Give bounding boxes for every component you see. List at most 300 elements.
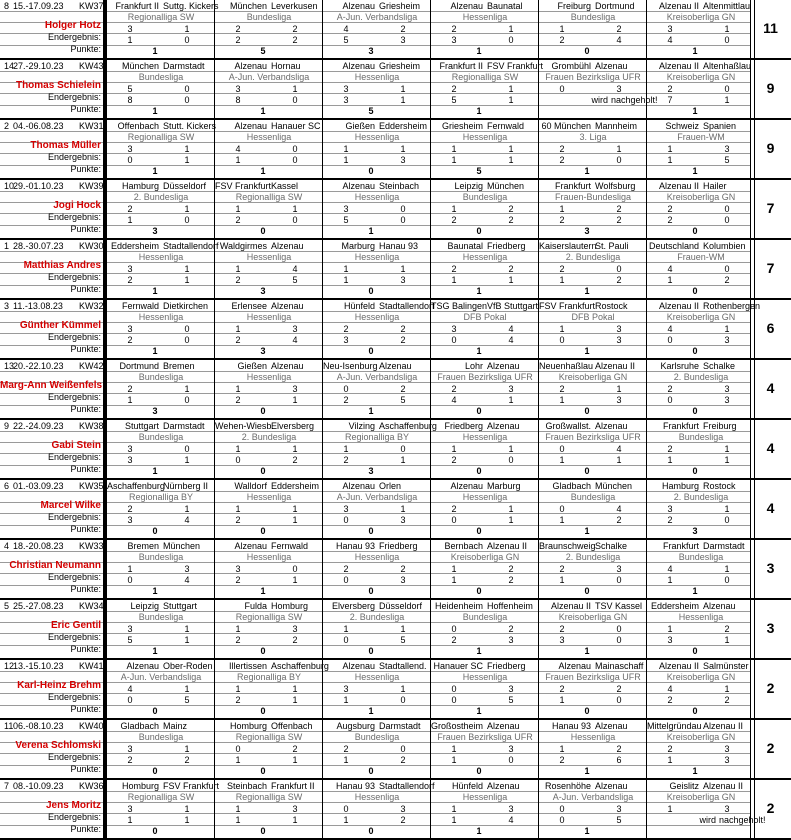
round-number: 7 <box>4 781 10 791</box>
away-team: München <box>487 181 525 191</box>
result-away: 1 <box>184 275 190 285</box>
result-home: 3 <box>451 35 457 45</box>
home-team: München <box>121 61 159 71</box>
match-teams <box>323 361 431 371</box>
tip-away: 1 <box>400 624 406 634</box>
player-name: Thomas Schielein <box>15 80 101 91</box>
total-points: 4 <box>766 380 775 396</box>
match-league: 2. Bundesliga <box>565 252 621 262</box>
match-points: 3 <box>260 286 266 296</box>
tip-away: 2 <box>616 684 622 694</box>
result-home: 3 <box>667 635 673 645</box>
row-divider <box>0 513 750 514</box>
round-dates: 25.-27.08.23 <box>13 601 64 611</box>
away-team: Homburg <box>271 601 309 611</box>
result-away: 2 <box>508 215 514 225</box>
match-teams <box>107 481 215 491</box>
tip-home: 1 <box>559 24 565 34</box>
match-teams <box>215 61 323 71</box>
tip-away: 2 <box>508 204 514 214</box>
match-league: Kreisoberliga GN <box>666 312 736 322</box>
home-team: Dortmund <box>119 361 159 371</box>
away-team: Spanien <box>703 121 737 131</box>
tip-home: 4 <box>667 684 673 694</box>
result-away: 3 <box>724 395 730 405</box>
match-league: A-Jun. Verbandsliga <box>336 12 418 22</box>
round-dates: 27.-29.10.23 <box>13 61 64 71</box>
match-teams <box>431 1 539 11</box>
away-team: Salmünster <box>703 661 749 671</box>
away-team: Aschaffenburg <box>379 421 437 431</box>
match-points: 1 <box>584 286 590 296</box>
away-team: Alzenau <box>487 421 520 431</box>
result-away: 1 <box>724 95 730 105</box>
away-team: Frankfurt II <box>271 781 315 791</box>
tip-home: 3 <box>343 84 349 94</box>
match-teams <box>323 661 431 671</box>
result-label: Endergebnis: <box>47 452 101 462</box>
match-teams <box>323 241 431 251</box>
result-away: 1 <box>724 455 730 465</box>
home-team: Rosenhöhe <box>544 781 591 791</box>
match-points: 0 <box>368 526 374 536</box>
result-home: 1 <box>343 695 349 705</box>
away-team: Bremen <box>163 361 195 371</box>
round-dates: 04.-06.08.23 <box>13 121 64 131</box>
player-name: Marg-Ann Weißenfels <box>0 380 103 391</box>
total-points: 2 <box>766 740 775 756</box>
result-away: 1 <box>292 575 298 585</box>
result-away: 1 <box>400 455 406 465</box>
match-teams <box>215 541 323 551</box>
match-points: 0 <box>260 226 266 236</box>
match-teams <box>539 781 647 791</box>
result-home: 5 <box>127 635 133 645</box>
match-teams <box>107 121 215 131</box>
home-team: Alzenau <box>234 541 267 551</box>
round-dates: 13.-15.10.23 <box>13 661 64 671</box>
match-teams <box>539 661 647 671</box>
match-teams <box>215 781 323 791</box>
match-points: 1 <box>692 766 698 776</box>
result-home: 1 <box>127 35 133 45</box>
tip-home: 1 <box>235 264 241 274</box>
result-home: 7 <box>667 95 673 105</box>
match-points: 5 <box>476 166 482 176</box>
row-divider <box>0 502 750 503</box>
tip-away: 2 <box>508 624 514 634</box>
player-block <box>0 120 791 180</box>
match-teams <box>431 361 539 371</box>
round-number: 2 <box>4 121 10 131</box>
tip-away: 1 <box>400 144 406 154</box>
match-teams <box>647 241 755 251</box>
result-home: 2 <box>235 35 241 45</box>
result-home: wird <box>591 95 608 105</box>
player-block <box>0 540 791 600</box>
result-away: 5 <box>508 695 514 705</box>
result-away: 0 <box>184 95 190 105</box>
tip-home: 1 <box>343 264 349 274</box>
away-team: Ober-Roden <box>163 661 213 671</box>
match-league: Kreisoberliga GN <box>666 192 736 202</box>
result-away: 3 <box>400 575 406 585</box>
tip-home: 0 <box>235 744 241 754</box>
match-points: 1 <box>368 706 374 716</box>
tip-home: 3 <box>235 564 241 574</box>
home-team: Alzenau <box>342 181 375 191</box>
row-divider <box>0 693 750 694</box>
calendar-week: KW38 <box>79 421 104 431</box>
calendar-week: KW32 <box>79 301 104 311</box>
result-label: Endergebnis: <box>47 272 101 282</box>
result-home: 2 <box>235 635 241 645</box>
tip-home: 2 <box>451 84 457 94</box>
home-team: Frankfurt <box>554 181 591 191</box>
result-home: 1 <box>559 455 565 465</box>
match-teams <box>107 721 215 731</box>
away-team: Rothenbergen <box>703 301 761 311</box>
result-home: 1 <box>559 575 565 585</box>
match-teams <box>323 541 431 551</box>
tip-home: 2 <box>559 684 565 694</box>
match-league: Bundesliga <box>246 12 292 22</box>
tip-away: 1 <box>724 24 730 34</box>
tip-home: 2 <box>667 444 673 454</box>
home-team: Alzenau II <box>658 181 699 191</box>
home-team: München <box>229 1 267 11</box>
result-away: 0 <box>508 455 514 465</box>
match-points: 0 <box>260 526 266 536</box>
row-divider <box>0 573 750 574</box>
result-away: 0 <box>184 215 190 225</box>
match-teams <box>431 781 539 791</box>
away-team: Alzenau <box>487 361 520 371</box>
home-team: Alzenau <box>558 661 591 671</box>
match-teams <box>215 121 323 131</box>
match-teams <box>215 481 323 491</box>
match-points: 0 <box>152 826 158 836</box>
home-team: Großostheim <box>431 721 484 731</box>
tip-home: 2 <box>559 264 565 274</box>
home-team: Alzenau II <box>658 661 699 671</box>
result-home: 3 <box>559 635 565 645</box>
tip-away: 1 <box>292 84 298 94</box>
result-home: 1 <box>451 155 457 165</box>
match-points <box>577 106 597 116</box>
away-team: Rostock <box>703 481 736 491</box>
player-name: Holger Hotz <box>44 20 101 31</box>
result-home: 0 <box>451 695 457 705</box>
match-league: Frauen Bezirksliga UFR <box>437 732 533 742</box>
match-teams <box>647 421 755 431</box>
match-teams <box>431 241 539 251</box>
tip-home: 1 <box>451 744 457 754</box>
match-league: Regionalliga BY <box>128 492 194 502</box>
result-home: 2 <box>667 695 673 705</box>
calendar-week: KW36 <box>79 781 104 791</box>
away-team: Steinbach <box>379 181 420 191</box>
row-divider <box>0 153 750 154</box>
result-away: nachgeholt! <box>611 95 658 105</box>
match-points: 1 <box>476 826 482 836</box>
result-home: 1 <box>343 755 349 765</box>
match-points: 1 <box>476 106 482 116</box>
match-league: Hessenliga <box>246 372 292 382</box>
tip-away: 1 <box>292 204 298 214</box>
tip-away: 1 <box>508 84 514 94</box>
result-away: 0 <box>292 95 298 105</box>
match-league: 2. Bundesliga <box>133 192 189 202</box>
tip-home: 1 <box>451 444 457 454</box>
tip-home: 2 <box>559 384 565 394</box>
match-teams <box>539 1 647 11</box>
match-teams <box>539 721 647 731</box>
result-home: 3 <box>127 455 133 465</box>
calendar-week: KW35 <box>79 481 104 491</box>
match-points: 3 <box>692 526 698 536</box>
row-divider <box>0 393 750 394</box>
away-team: Darmstadt <box>703 541 745 551</box>
result-away: 1 <box>184 155 190 165</box>
match-teams <box>323 1 431 11</box>
result-away: 2 <box>616 215 622 225</box>
result-away: 2 <box>400 335 406 345</box>
tip-home: 2 <box>343 744 349 754</box>
result-label: Endergebnis: <box>47 632 101 642</box>
tip-home: 2 <box>559 624 565 634</box>
away-team: München <box>595 481 633 491</box>
tip-away: 1 <box>400 264 406 274</box>
match-league: Frauen-WM <box>677 252 725 262</box>
tip-away: 1 <box>292 444 298 454</box>
points-label: Punkte: <box>70 344 101 354</box>
tip-home: 2 <box>667 744 673 754</box>
match-teams <box>323 781 435 791</box>
match-points: 1 <box>476 706 482 716</box>
tip-away: 3 <box>508 384 514 394</box>
tip-home: 1 <box>343 624 349 634</box>
match-teams <box>107 661 215 671</box>
away-team: Friedberg <box>487 241 526 251</box>
match-points: 0 <box>260 406 266 416</box>
tip-home: 2 <box>343 324 349 334</box>
result-home: 1 <box>667 155 673 165</box>
match-league: Hessenliga <box>354 252 400 262</box>
match-points: 3 <box>152 226 158 236</box>
result-home: 4 <box>667 35 673 45</box>
result-away: 2 <box>508 575 514 585</box>
result-away: 1 <box>292 755 298 765</box>
match-points: 1 <box>584 346 590 356</box>
tip-away: 0 <box>724 264 730 274</box>
match-league: Bundesliga <box>138 372 184 382</box>
result-away: 3 <box>400 35 406 45</box>
match-league: Kreisoberliga GN <box>558 372 628 382</box>
tip-away: 3 <box>400 804 406 814</box>
home-team: Bernbach <box>444 541 483 551</box>
match-teams <box>107 781 220 791</box>
match-league: Bundesliga <box>678 432 724 442</box>
match-teams <box>107 601 215 611</box>
result-home: 0 <box>451 335 457 345</box>
result-label: Endergebnis: <box>47 752 101 762</box>
home-team: Alzenau <box>342 661 375 671</box>
match-points: 5 <box>368 106 374 116</box>
away-team: Alzenau <box>487 721 520 731</box>
tip-away: 0 <box>292 144 298 154</box>
match-teams <box>539 541 647 551</box>
result-home: 3 <box>343 335 349 345</box>
away-team: Hanau 93 <box>379 241 419 251</box>
match-points: 0 <box>584 46 590 56</box>
result-away: 0 <box>184 395 190 405</box>
match-league: Hessenliga <box>246 132 292 142</box>
away-team: Alzenau <box>379 361 412 371</box>
calendar-week: KW43 <box>79 61 104 71</box>
match-teams <box>323 61 431 71</box>
home-team: Offenbach <box>117 121 159 131</box>
tip-home: 3 <box>127 144 133 154</box>
tip-home: 1 <box>667 624 673 634</box>
result-away: 4 <box>508 335 514 345</box>
away-team: VfB Stuttgart <box>487 301 539 311</box>
away-team: Darmstadt <box>163 421 205 431</box>
match-points: 1 <box>476 646 482 656</box>
match-league: DFB Pokal <box>463 312 507 322</box>
result-away: 3 <box>616 395 622 405</box>
result-away: 0 <box>724 515 730 525</box>
home-team: Neu-Isenburg <box>323 361 378 371</box>
home-team: Kaiserslautern <box>539 241 597 251</box>
away-team: Orlen <box>379 481 402 491</box>
tip-away: 3 <box>292 624 298 634</box>
result-home: 0 <box>667 335 673 345</box>
round-number: 4 <box>4 541 10 551</box>
round-dates: 28.-30.07.23 <box>13 241 64 251</box>
home-team: Neuenhaßlau <box>539 361 594 371</box>
row-divider <box>0 33 750 34</box>
result-home: 8 <box>235 95 241 105</box>
home-team: Augsburg <box>336 721 375 731</box>
match-league: Frauen Bezirksliga UFR <box>437 372 533 382</box>
match-league: Frauen Bezirksliga UFR <box>545 672 641 682</box>
match-teams <box>647 661 755 671</box>
player-name: Jens Moritz <box>45 800 101 811</box>
match-league: A-Jun. Verbandsliga <box>552 792 634 802</box>
tip-away: 2 <box>616 744 622 754</box>
tip-away: 1 <box>724 684 730 694</box>
tip-away: 3 <box>724 144 730 154</box>
tip-home: 1 <box>451 204 457 214</box>
points-label: Punkte: <box>70 164 101 174</box>
tip-away: 1 <box>184 624 190 634</box>
home-team: Alzenau II <box>658 1 699 11</box>
match-league: Bundesliga <box>462 612 508 622</box>
round-dates: 08.-10.09.23 <box>13 781 64 791</box>
row-divider <box>0 22 750 23</box>
tip-away: 1 <box>724 324 730 334</box>
match-league: Hessenliga <box>354 672 400 682</box>
result-away: 3 <box>616 335 622 345</box>
away-team: Stutt. Kickers <box>163 121 217 131</box>
match-teams <box>539 361 647 371</box>
row-divider <box>0 262 750 263</box>
round-dates: 29.-01.10.23 <box>13 181 64 191</box>
away-team: München <box>163 541 201 551</box>
match-teams <box>215 721 323 731</box>
player-block <box>0 300 791 360</box>
result-away: 4 <box>184 575 190 585</box>
result-away: 1 <box>508 155 514 165</box>
match-league: Hessenliga <box>678 612 724 622</box>
result-home: 1 <box>667 575 673 585</box>
match-teams <box>215 601 323 611</box>
tip-away: 2 <box>400 324 406 334</box>
away-team: Alzenau <box>271 241 304 251</box>
match-points: 1 <box>692 46 698 56</box>
tip-away: 1 <box>184 264 190 274</box>
result-label: Endergebnis: <box>47 392 101 402</box>
tip-away: 1 <box>184 384 190 394</box>
match-league: Hessenliga <box>354 312 400 322</box>
match-league: Regionalliga SW <box>451 72 519 82</box>
match-teams <box>431 481 539 491</box>
match-teams <box>431 421 539 431</box>
result-away: 2 <box>292 35 298 45</box>
match-points: 1 <box>152 46 158 56</box>
match-league: 2. Bundesliga <box>565 552 621 562</box>
home-team: Elversberg <box>331 601 375 611</box>
result-home: 5 <box>343 35 349 45</box>
home-team: Alzenau II <box>658 301 699 311</box>
away-team: Marburg <box>487 481 521 491</box>
match-points: 1 <box>152 106 158 116</box>
row-divider <box>0 322 750 323</box>
result-home: wird <box>699 815 716 825</box>
row-divider <box>0 562 750 563</box>
home-team: Alzenau <box>342 61 375 71</box>
tip-away: 1 <box>184 684 190 694</box>
calendar-week: KW31 <box>79 121 104 131</box>
match-league: 2. Bundesliga <box>673 372 729 382</box>
home-team: Griesheim <box>441 121 483 131</box>
tip-home: 1 <box>235 384 241 394</box>
match-points: 3 <box>368 46 374 56</box>
match-league: Bundesliga <box>570 492 616 502</box>
player-name: Gabi Stein <box>51 440 101 451</box>
match-teams <box>539 481 647 491</box>
tip-away: 3 <box>616 324 622 334</box>
result-away: 2 <box>724 695 730 705</box>
match-league: Frauen Bezirksliga UFR <box>545 432 641 442</box>
away-team: Alzenau II <box>595 361 636 371</box>
home-team: Hanauer SC <box>433 661 483 671</box>
match-teams <box>323 601 431 611</box>
calendar-week: KW37 <box>79 1 104 11</box>
home-team: Waldgirmes <box>219 241 267 251</box>
home-team: Alzenau <box>234 61 267 71</box>
match-league: Kreisoberliga GN <box>666 12 736 22</box>
result-away: 2 <box>184 755 190 765</box>
result-home: 2 <box>667 215 673 225</box>
tip-home: 2 <box>667 384 673 394</box>
round-number: 11 <box>4 721 14 731</box>
total-points: 2 <box>766 680 775 696</box>
result-home: 2 <box>127 335 133 345</box>
round-dates: 06.-08.10.23 <box>13 721 64 731</box>
tip-home: 1 <box>127 564 133 574</box>
